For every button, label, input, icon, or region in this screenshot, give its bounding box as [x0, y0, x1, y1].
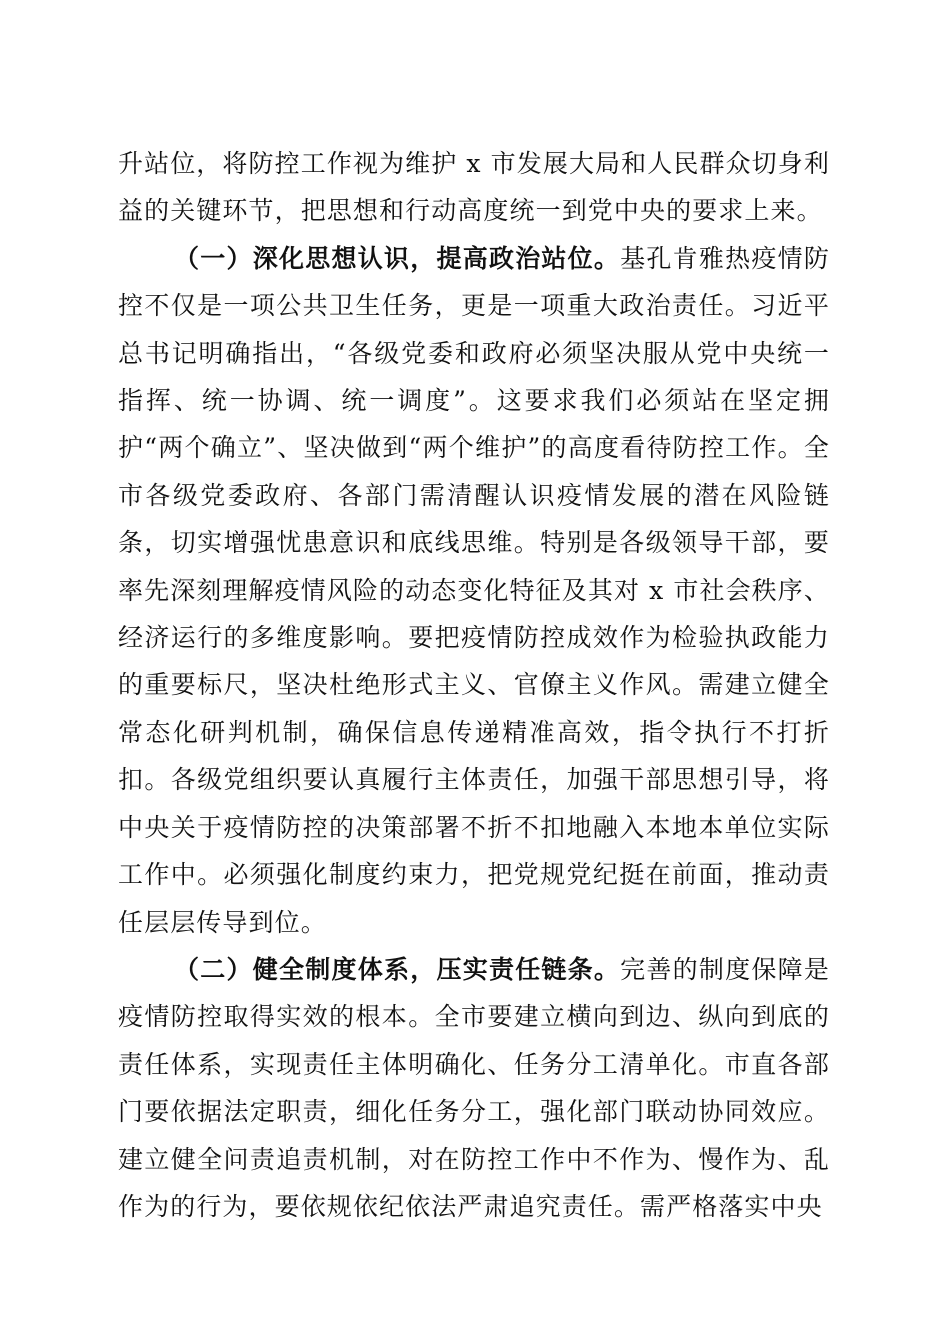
document-body: [118, 140, 830, 1230]
paragraph-text: 完善的制度保障是疫情防控取得实效的根本。全市要建立横向到边、纵向到底的责任体系，实现责任主体明确化、任务分工清单化。市直各部门要依据法定职责，细化任务分工，强化部门联动协同效应。建立健全问责追责机制，对在防控工作中不作为、慢作为、乱作为的行为，要依规依纪依法严肃追究责任。需严格落实中央: [118, 954, 830, 1221]
paragraph-continuation: [118, 140, 830, 235]
paragraph-text: 基孔肯雅热疫情防控不仅是一项公共卫生任务，更是一项重大政治责任。习近平总书记明确指出，“各级党委和政府必须坚决服从党中央统一指挥、统一协调、统一调度”。这要求我们必须站在坚定拥护“两个确立”、坚决做到“两个维护”的高度看待防控工作。全市各级党委政府、各部门需清醒认识疫情发展的潜在风险链条，切实增强忧患意识和底线思维。特别是各级领导干部，要率先深刻理解疫情风险的动态变化特征及其对 x 市社会秩序、经济运行的多维度影响。要把疫情防控成效作为检验执政能力的重要标尺，坚决杜绝形式主义、官僚主义作风。需建立健全常态化研判机制，确保信息传递精准高效，指令执行不打折扣。各级党组织要认真履行主体责任，加强干部思想引导，将中央关于疫情防控的决策部署不折不扣地融入本地本单位实际工作中。必须强化制度约束力，把党规党纪挺在前面，推动责任层层传导到位。: [118, 243, 830, 937]
paragraph-text: 升站位，将防控工作视为维护 x 市发展大局和人民群众切身利益的关键环节，把思想和行动高度统一到党中央的要求上来。: [118, 149, 830, 226]
paragraph-section-two: [118, 946, 830, 1230]
paragraph-section-one: [118, 235, 830, 946]
section-two-heading: （二）健全制度体系，压实责任链条。: [174, 954, 621, 984]
section-one-heading: （一）深化思想认识，提高政治站位。: [174, 243, 621, 273]
